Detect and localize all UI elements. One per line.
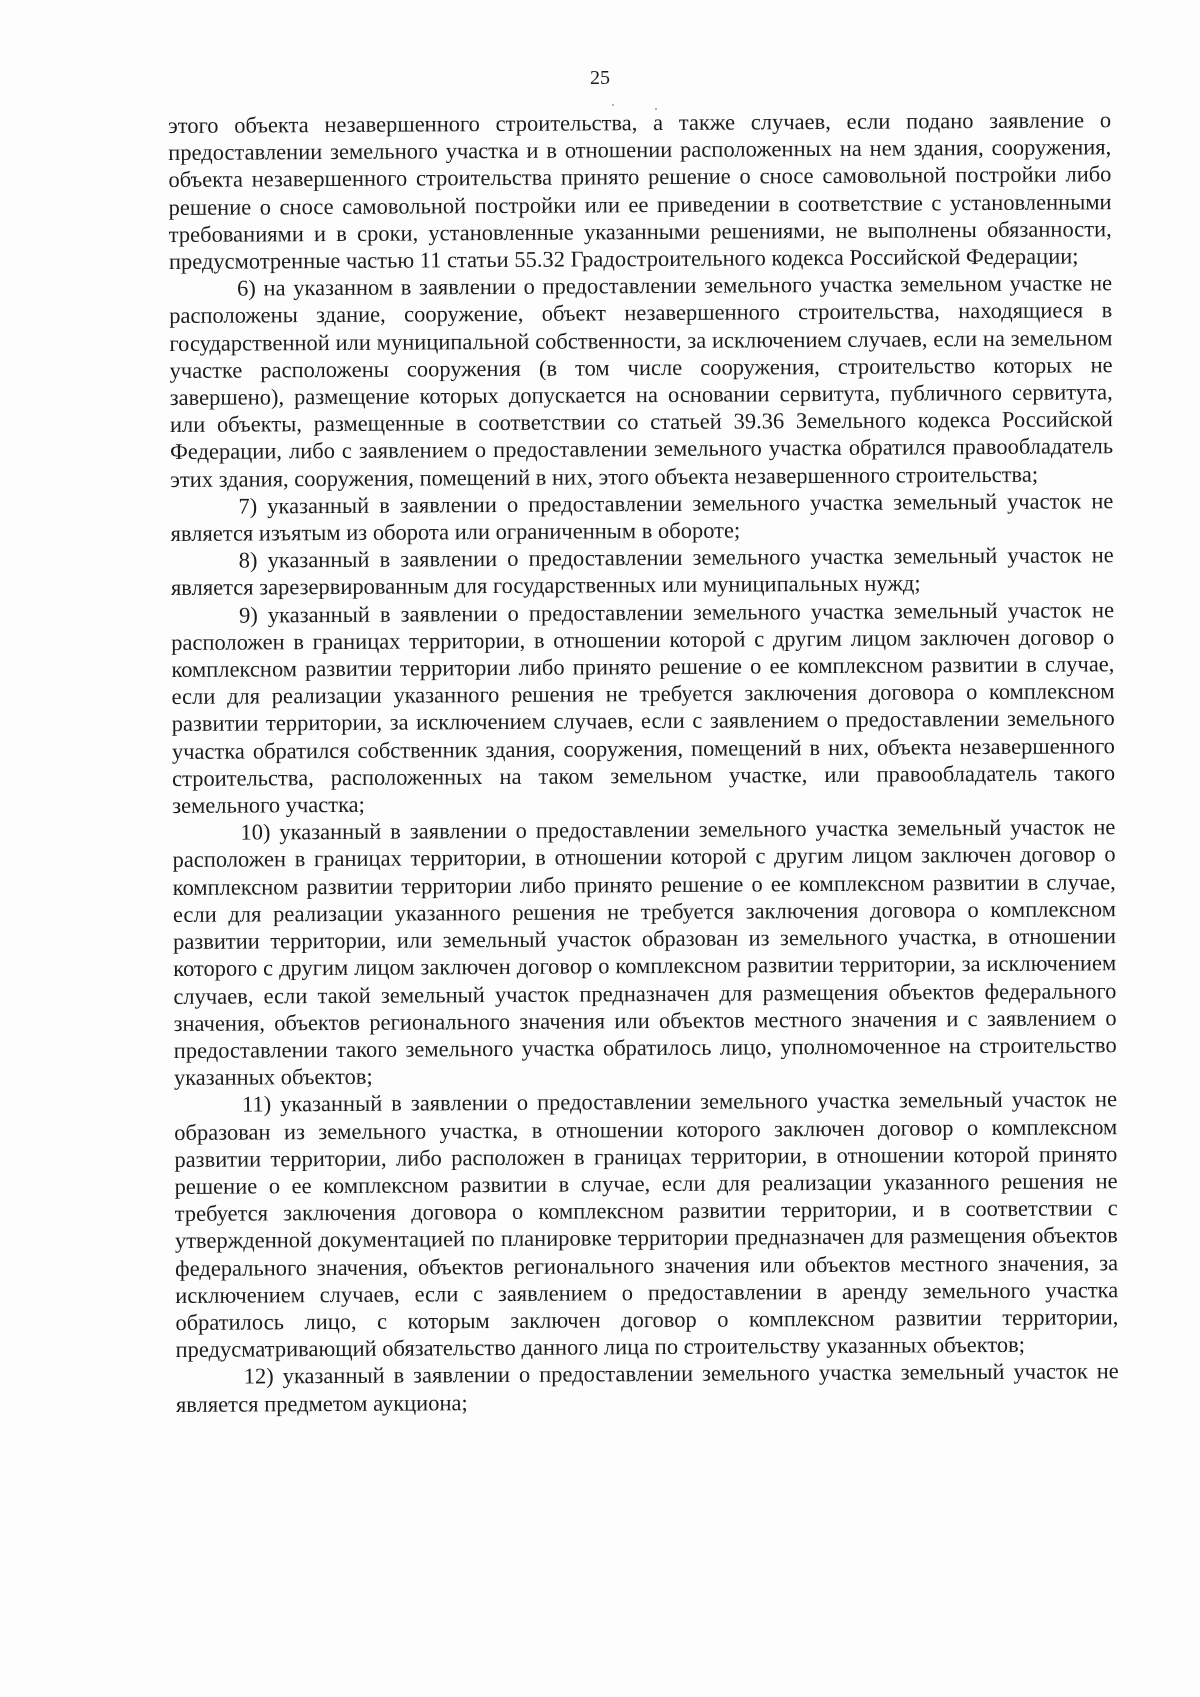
document-body xyxy=(168,106,1119,1417)
paragraph-item-7: 7) указанный в заявлении о предоставлении земельного участка земельный участок не является изъятым из оборота или ограниченным в обороте; xyxy=(170,488,1114,547)
paragraph-item-11: 11) указанный в заявлении о предоставлении земельного участка земельный участок не образован из земельного участка, в отношении которого заключен договор о комплексном развитии территории, либо расположен в границах территории, в отношении которой принято решение о ее комплексном развитии в случае, если для реализации указанного решения не требуется заключения договора о комплексном развитии территории, и в соответствии с утвержденной документацией по планировке территории предназначен для размещения объектов федерального значения, объектов регионального значения или объектов местного значения, за исключением случаев, если с заявлением о предоставлении в аренду земельного участка обратилось лицо, с которым заключен договор о комплексном развитии территории, предусматривающий обязательство данного лица по строительству указанных объектов; xyxy=(174,1086,1119,1363)
paragraph-item-12: 12) указанный в заявлении о предоставлении земельного участка земельный участок не является предметом аукциона; xyxy=(175,1358,1119,1417)
paragraph-item-6: 6) на указанном в заявлении о предоставлении земельного участка земельном участке не расположены здание, сооружение, объект незавершенного строительства, находящиеся в государственной или муниципальной собственности, за исключением случаев, если на земельном участке расположены сооружения (в том числе сооружения, строительство которых не завершено), размещение которых допускается на основании сервитута, публичного сервитута, или объекты, размещенные в соответствии со статьей 39.36 Земельного кодекса Российской Федерации, либо с заявлением о предоставлении земельного участка обратился правообладатель этих здания, сооружения, помещений в них, этого объекта незавершенного строительства; xyxy=(169,270,1114,492)
page-number: 25 xyxy=(590,67,610,89)
paragraph-item-9: 9) указанный в заявлении о предоставлении земельного участка земельный участок не расположен в границах территории, в отношении которой с другим лицом заключен договор о комплексном развитии территории либо принято решение о ее комплексном развитии в случае, если для реализации указанного решения не требуется заключения договора о комплексном развитии территории, за исключением случаев, если с заявлением о предоставлении земельного участка обратился собственник здания, сооружения, помещений в них, объекта незавершенного строительства, расположенных на таком земельном участке, или правообладатель такого земельного участка; xyxy=(171,596,1116,819)
paragraph-item-10: 10) указанный в заявлении о предоставлении земельного участка земельный участок не расположен в границах территории, в отношении которой с другим лицом заключен договор о комплексном развитии территории либо принято решение о ее комплексном развитии в случае, если для реализации указанного решения не требуется заключения договора о комплексном развитии территории, или земельный участок образован из земельного участка, в отношении которого с другим лицом заключен договор о комплексном развитии территории, за исключением случаев, если такой земельный участок предназначен для размещения объектов федерального значения, объектов регионального значения или объектов местного значения и с заявлением о предоставлении такого земельного участка обратилось лицо, уполномоченное на строительство указанных объектов; xyxy=(172,814,1117,1091)
paragraph-item-8: 8) указанный в заявлении о предоставлении земельного участка земельный участок не является зарезервированным для государственных или муниципальных нужд; xyxy=(170,542,1114,601)
paragraph-continuation: этого объекта незавершенного строительства, а также случаев, если подано заявление о предоставлении земельного участка и в отношении расположенных на нем здания, сооружения, объекта незавершенного строительства принято решение о сносе самовольной постройки либо решение о сносе самовольной постройки или ее приведении в соответствие с установленными требованиями и в сроки, установленные указанными решениями, не выполнены обязанности, предусмотренные частью 11 статьи 55.32 Градостроительного кодекса Российской Федерации; xyxy=(168,107,1112,275)
scan-speck xyxy=(612,104,614,106)
